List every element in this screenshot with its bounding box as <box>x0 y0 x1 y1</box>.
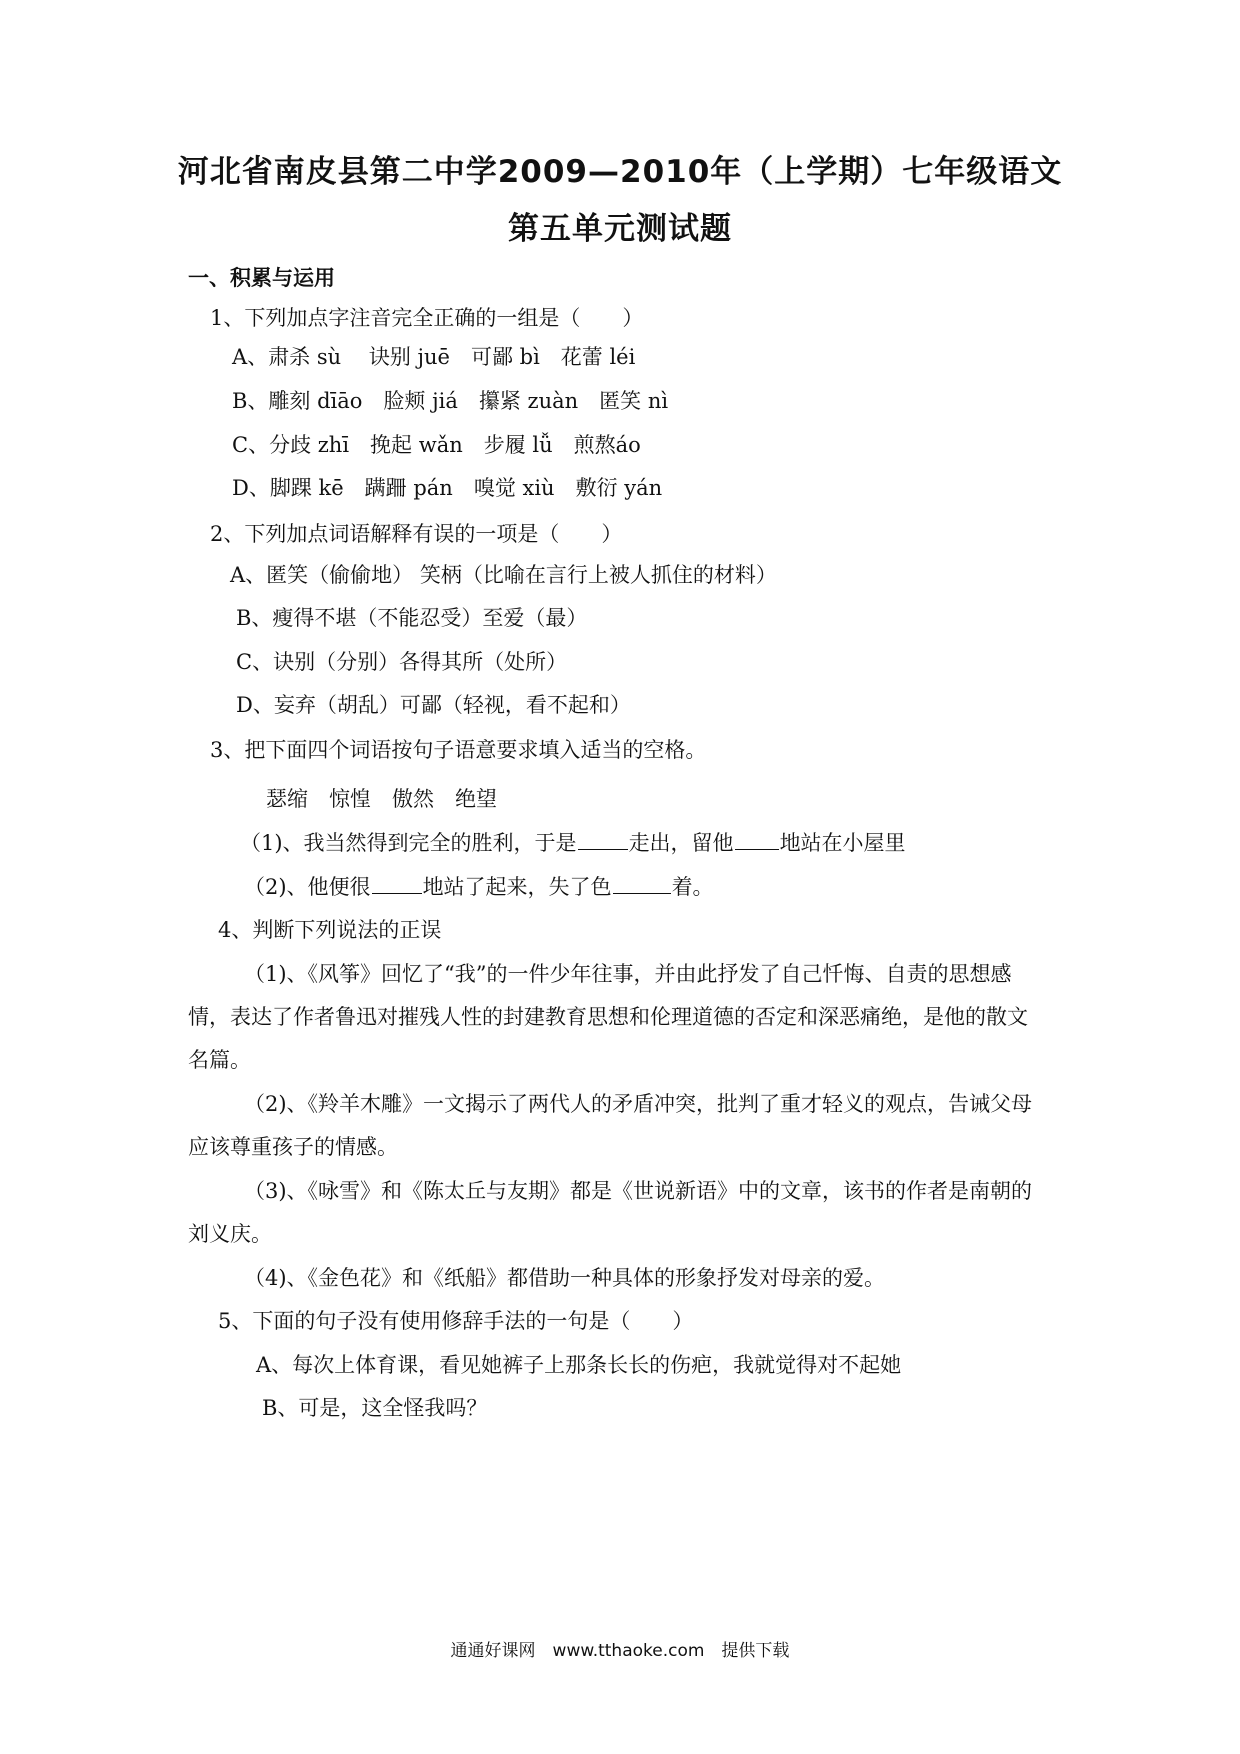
statement-2-line-2: 应该尊重孩子的情感。 <box>188 1135 398 1159</box>
question-3-sentence-2 <box>244 873 714 901</box>
sentence-1-part-b: 走出，留他 <box>628 831 734 855</box>
question-5-stem: 5、下面的句子没有使用修辞手法的一句是（ ） <box>218 1309 694 1333</box>
sentence-2-part-b: 地站了起来，失了色 <box>422 875 612 899</box>
answer-blank <box>578 829 628 850</box>
section-heading: 一、积累与运用 <box>188 266 335 290</box>
question-3-word-bank: 瑟缩 惊惶 傲然 绝望 <box>266 787 497 811</box>
statement-1-line-3: 名篇。 <box>188 1048 251 1072</box>
question-1-option-d: D、脚踝 kē 蹒跚 pán 嗅觉 xiù 敷衍 yán <box>232 476 663 500</box>
question-3-stem: 3、把下面四个词语按句子语意要求填入适当的空格。 <box>210 738 707 762</box>
sentence-1-part-c: 地站在小屋里 <box>779 831 906 855</box>
question-5-option-a: A、每次上体育课，看见她裤子上那条长长的伤疤，我就觉得对不起她 <box>256 1353 902 1377</box>
sentence-2-part-a: （2)、他便很 <box>244 875 371 899</box>
question-2-option-b: B、瘦得不堪（不能忍受）至爱（最） <box>236 606 588 630</box>
document-title-line2: 第五单元测试题 <box>508 211 732 247</box>
statement-4-line-1: （4)、《金色花》和《纸船》都借助一种具体的形象抒发对母亲的爱。 <box>244 1266 886 1290</box>
page-footer: 通通好课网 www.tthaoke.com 提供下载 <box>450 1641 790 1661</box>
question-1-option-c: C、分歧 zhī 挽起 wǎn 步履 lǚ 煎熬áo <box>232 433 641 457</box>
question-1-option-a: A、肃杀 sù 诀别 juē 可鄙 bì 花蕾 léi <box>232 345 636 369</box>
answer-blank <box>735 829 779 850</box>
statement-1-line-2: 情，表达了作者鲁迅对摧残人性的封建教育思想和伦理道德的否定和深恶痛绝，是他的散文 <box>188 1005 1028 1029</box>
question-2-option-a: A、匿笑（偷偷地） 笑柄（比喻在言行上被人抓住的材料） <box>230 563 777 587</box>
question-4-stem: 4、判断下列说法的正误 <box>218 918 442 942</box>
statement-3-line-2: 刘义庆。 <box>188 1222 272 1246</box>
statement-2-line-1: （2)、《羚羊木雕》一文揭示了两代人的矛盾冲突，批判了重才轻义的观点，告诫父母 <box>244 1092 1033 1116</box>
question-1-option-b: B、雕刻 dīāo 脸颊 jiá 攥紧 zuàn 匿笑 nì <box>232 389 669 413</box>
sentence-1-part-a: （1)、我当然得到完全的胜利，于是 <box>240 831 577 855</box>
answer-blank <box>372 873 422 894</box>
document-title-line1: 河北省南皮县第二中学2009—2010年（上学期）七年级语文 <box>177 154 1063 190</box>
statement-3-line-1: （3)、《咏雪》和《陈太丘与友期》都是《世说新语》中的文章，该书的作者是南朝的 <box>244 1179 1033 1203</box>
question-3-sentence-1 <box>240 829 906 857</box>
sentence-2-part-c: 着。 <box>671 875 714 899</box>
statement-1-line-1: （1)、《风筝》回忆了“我”的一件少年往事，并由此抒发了自己忏悔、自责的思想感 <box>244 962 1012 986</box>
question-2-option-c: C、诀别（分别）各得其所（处所） <box>236 650 568 674</box>
question-2-option-d: D、妄弃（胡乱）可鄙（轻视，看不起和） <box>236 693 631 717</box>
question-5-option-b: B、可是，这全怪我吗？ <box>262 1396 488 1420</box>
question-2-stem: 2、下列加点词语解释有误的一项是（ ） <box>210 522 623 546</box>
answer-blank <box>613 873 671 894</box>
question-1-stem: 1、下列加点字注音完全正确的一组是（ ） <box>210 306 644 330</box>
